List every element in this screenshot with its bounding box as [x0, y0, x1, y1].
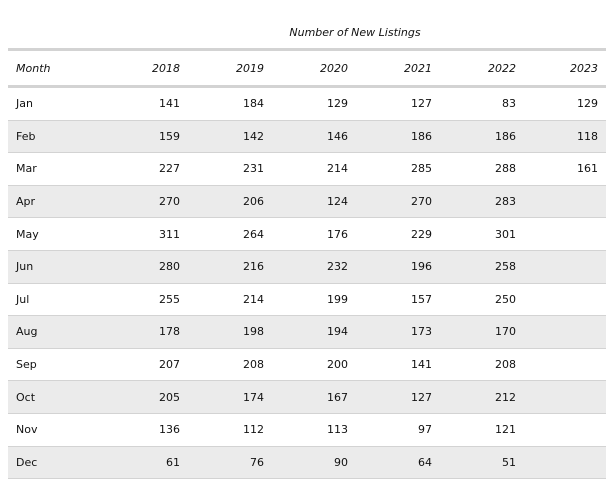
value-2020-cell: 232 [272, 250, 356, 283]
value-2023-cell: 161 [524, 153, 606, 186]
value-2020-cell: 167 [272, 381, 356, 414]
value-2018-cell: 61 [104, 446, 188, 479]
value-2018-cell: 280 [104, 250, 188, 283]
table-row [8, 250, 606, 283]
value-2018-cell: 136 [104, 413, 188, 446]
table-row [8, 446, 606, 479]
value-2022-cell: 250 [440, 283, 524, 316]
value-2019-cell: 184 [188, 87, 272, 121]
value-2020-cell: 200 [272, 348, 356, 381]
value-2019-cell: 198 [188, 316, 272, 349]
value-2021-cell: 285 [356, 153, 440, 186]
value-2018-cell: 178 [104, 316, 188, 349]
table-row [8, 283, 606, 316]
value-2022-cell: 288 [440, 153, 524, 186]
table-row [8, 87, 606, 121]
value-2023-cell [524, 283, 606, 316]
value-2020-cell: 113 [272, 413, 356, 446]
month-cell: Jul [8, 283, 104, 316]
value-2019-cell: 112 [188, 413, 272, 446]
table-row [8, 120, 606, 153]
value-2022-cell: 51 [440, 446, 524, 479]
value-2018-cell: 141 [104, 87, 188, 121]
value-2022-cell: 186 [440, 120, 524, 153]
column-header-2021: 2021 [356, 50, 440, 87]
value-2021-cell: 270 [356, 185, 440, 218]
value-2022-cell: 208 [440, 348, 524, 381]
value-2018-cell: 159 [104, 120, 188, 153]
value-2021-cell: 157 [356, 283, 440, 316]
value-2023-cell [524, 381, 606, 414]
value-2023-cell [524, 316, 606, 349]
table-caption: Number of New Listings [289, 26, 421, 39]
value-2023-cell [524, 218, 606, 251]
value-2020-cell: 146 [272, 120, 356, 153]
month-cell: Mar [8, 153, 104, 186]
month-cell: Oct [8, 381, 104, 414]
value-2022-cell: 212 [440, 381, 524, 414]
month-cell: Nov [8, 413, 104, 446]
value-2023-cell [524, 413, 606, 446]
value-2023-cell [524, 446, 606, 479]
table-row [8, 153, 606, 186]
column-header-2019: 2019 [188, 50, 272, 87]
value-2019-cell: 216 [188, 250, 272, 283]
table-row [8, 381, 606, 414]
month-cell: Jan [8, 87, 104, 121]
column-header-2020: 2020 [272, 50, 356, 87]
value-2018-cell: 205 [104, 381, 188, 414]
value-2023-cell [524, 185, 606, 218]
table-row [8, 185, 606, 218]
month-cell: Apr [8, 185, 104, 218]
value-2018-cell: 255 [104, 283, 188, 316]
value-2021-cell: 97 [356, 413, 440, 446]
month-cell: Aug [8, 316, 104, 349]
value-2023-cell [524, 250, 606, 283]
value-2018-cell: 311 [104, 218, 188, 251]
value-2018-cell: 270 [104, 185, 188, 218]
value-2021-cell: 186 [356, 120, 440, 153]
value-2022-cell: 283 [440, 185, 524, 218]
value-2020-cell: 124 [272, 185, 356, 218]
value-2020-cell: 90 [272, 446, 356, 479]
value-2021-cell: 127 [356, 381, 440, 414]
column-header-2023: 2023 [524, 50, 606, 87]
value-2020-cell: 129 [272, 87, 356, 121]
value-2021-cell: 127 [356, 87, 440, 121]
value-2021-cell: 196 [356, 250, 440, 283]
value-2023-cell: 118 [524, 120, 606, 153]
value-2019-cell: 214 [188, 283, 272, 316]
value-2021-cell: 229 [356, 218, 440, 251]
table-body [8, 87, 606, 479]
month-cell: Jun [8, 250, 104, 283]
table-row [8, 413, 606, 446]
value-2018-cell: 227 [104, 153, 188, 186]
month-cell: Sep [8, 348, 104, 381]
value-2019-cell: 208 [188, 348, 272, 381]
value-2019-cell: 264 [188, 218, 272, 251]
value-2022-cell: 83 [440, 87, 524, 121]
new-listings-table [8, 48, 606, 479]
table-row [8, 316, 606, 349]
value-2020-cell: 214 [272, 153, 356, 186]
value-2022-cell: 258 [440, 250, 524, 283]
value-2020-cell: 194 [272, 316, 356, 349]
table-row [8, 218, 606, 251]
month-cell: Dec [8, 446, 104, 479]
value-2021-cell: 141 [356, 348, 440, 381]
value-2021-cell: 64 [356, 446, 440, 479]
value-2019-cell: 206 [188, 185, 272, 218]
value-2019-cell: 142 [188, 120, 272, 153]
value-2019-cell: 174 [188, 381, 272, 414]
value-2023-cell [524, 348, 606, 381]
month-cell: May [8, 218, 104, 251]
header-row [8, 50, 606, 87]
value-2020-cell: 176 [272, 218, 356, 251]
month-cell: Feb [8, 120, 104, 153]
value-2019-cell: 76 [188, 446, 272, 479]
value-2020-cell: 199 [272, 283, 356, 316]
value-2022-cell: 121 [440, 413, 524, 446]
column-header-2018: 2018 [104, 50, 188, 87]
column-header-month: Month [8, 50, 104, 87]
value-2022-cell: 170 [440, 316, 524, 349]
value-2019-cell: 231 [188, 153, 272, 186]
table-row [8, 348, 606, 381]
value-2018-cell: 207 [104, 348, 188, 381]
value-2023-cell: 129 [524, 87, 606, 121]
value-2021-cell: 173 [356, 316, 440, 349]
column-header-2022: 2022 [440, 50, 524, 87]
value-2022-cell: 301 [440, 218, 524, 251]
